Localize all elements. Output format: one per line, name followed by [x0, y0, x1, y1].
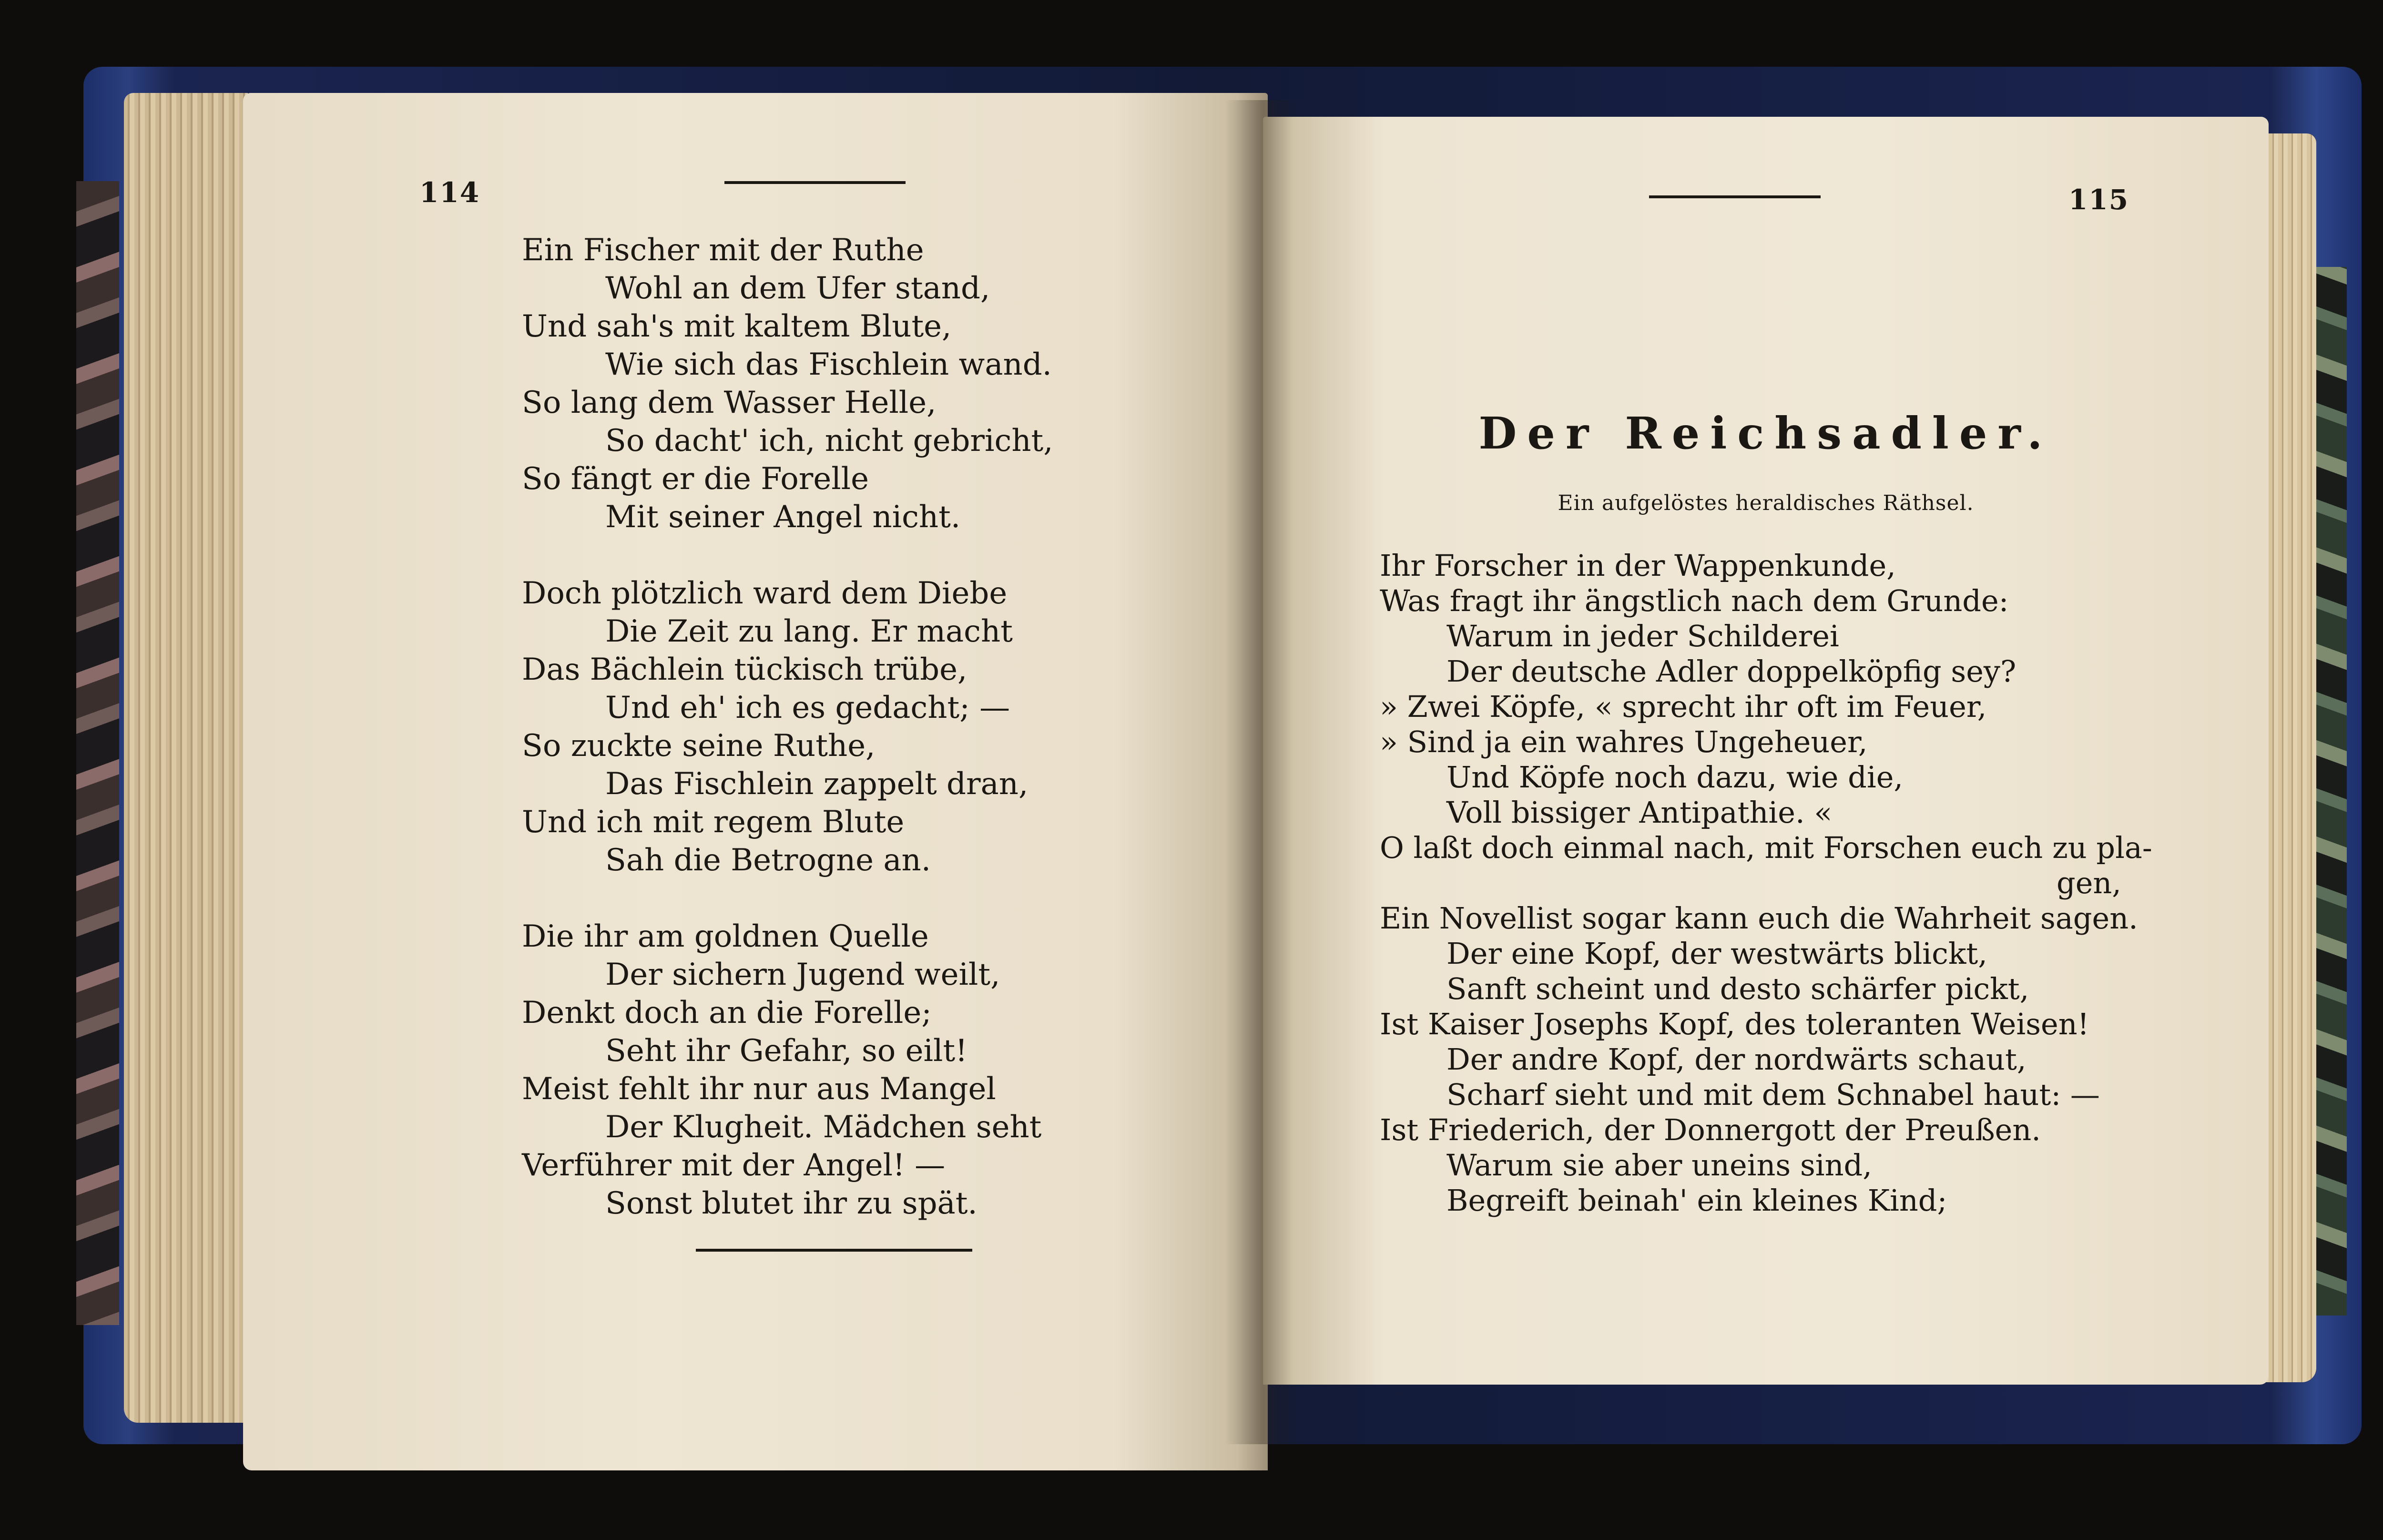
- verse-line: Und eh' ich es gedacht; —: [605, 690, 1010, 725]
- verse-line: Ihr Forscher in der Wappenkunde,: [1380, 548, 1896, 583]
- verse-line: Denkt doch an die Forelle;: [522, 995, 932, 1030]
- verse-line: Die ihr am goldnen Quelle: [522, 919, 929, 954]
- right-page: [1263, 117, 2269, 1385]
- verse-line: So lang dem Wasser Helle,: [522, 385, 937, 420]
- poem-title: Der Reichsadler.: [1478, 408, 2053, 459]
- verse-line: O laßt doch einmal nach, mit Forschen euch zu pla-: [1380, 830, 2152, 865]
- verse-line: Das Bächlein tückisch trübe,: [522, 652, 967, 687]
- verse-line: Die Zeit zu lang. Er macht: [605, 614, 1013, 649]
- verse-line: So zuckte seine Ruthe,: [522, 728, 876, 764]
- marbled-board-left: [76, 181, 119, 1325]
- verse-line: Ist Friederich, der Donnergott der Preußen.: [1380, 1112, 2041, 1147]
- left-header-rule: [724, 181, 906, 184]
- poem-subtitle: Ein aufgelöstes heraldisches Räthsel.: [1558, 491, 1974, 515]
- verse-line: » Sind ja ein wahres Ungeheuer,: [1380, 724, 1868, 759]
- left-end-rule: [696, 1249, 972, 1252]
- verse-line: Begreift beinah' ein kleines Kind;: [1446, 1183, 1947, 1218]
- verse-line: Voll bissiger Antipathie. «: [1446, 795, 1833, 830]
- verse-line: Und Köpfe noch dazu, wie die,: [1446, 760, 1904, 795]
- right-page-number: 115: [2068, 184, 2129, 216]
- verse-line: Verführer mit der Angel! —: [522, 1148, 946, 1183]
- verse-line: Sanft scheint und desto schärfer pickt,: [1446, 971, 2029, 1006]
- verse-line: Der Klugheit. Mädchen seht: [605, 1110, 1042, 1145]
- verse-line: Doch plötzlich ward dem Diebe: [522, 576, 1008, 611]
- verse-line: Seht ihr Gefahr, so eilt!: [605, 1033, 967, 1069]
- verse-line: Was fragt ihr ängstlich nach dem Grunde:: [1380, 583, 2009, 618]
- verse-line: Meist fehlt ihr nur aus Mangel: [522, 1071, 996, 1107]
- verse-line: gen,: [2057, 866, 2122, 900]
- left-page-number: 114: [419, 176, 480, 209]
- verse-line: Sah die Betrogne an.: [605, 843, 931, 878]
- verse-line: Scharf sieht und mit dem Schnabel haut: —: [1446, 1077, 2100, 1112]
- verse-line: Das Fischlein zappelt dran,: [605, 766, 1029, 802]
- verse-line: Wie sich das Fischlein wand.: [605, 347, 1052, 382]
- verse-line: Ist Kaiser Josephs Kopf, des toleranten Weisen!: [1380, 1007, 2089, 1041]
- right-header-rule: [1649, 195, 1821, 198]
- verse-line: Und sah's mit kaltem Blute,: [522, 309, 952, 344]
- verse-line: Warum in jeder Schilderei: [1446, 619, 1839, 653]
- verse-line: So fängt er die Forelle: [522, 461, 869, 497]
- verse-line: Und ich mit regem Blute: [522, 805, 905, 840]
- verse-line: Der andre Kopf, der nordwärts schaut,: [1446, 1042, 2027, 1077]
- verse-line: Sonst blutet ihr zu spät.: [605, 1186, 978, 1221]
- verse-line: Ein Fischer mit der Ruthe: [522, 233, 924, 268]
- verse-line: Ein Novellist sogar kann euch die Wahrheit sagen.: [1380, 901, 2138, 936]
- verse-line: Warum sie aber uneins sind,: [1446, 1148, 1872, 1183]
- verse-line: » Zwei Köpfe, « sprecht ihr oft im Feuer,: [1380, 689, 1987, 724]
- right-poem: [1380, 548, 2152, 1218]
- verse-line: Wohl an dem Ufer stand,: [605, 271, 990, 306]
- verse-line: Der deutsche Adler doppelköpfig sey?: [1446, 654, 2016, 689]
- verse-line: Der sichern Jugend weilt,: [605, 957, 1000, 992]
- page-edges-left: [124, 93, 248, 1423]
- verse-line: Mit seiner Angel nicht.: [605, 500, 961, 535]
- verse-line: Der eine Kopf, der westwärts blickt,: [1446, 936, 1988, 971]
- verse-line: So dacht' ich, nicht gebricht,: [605, 423, 1053, 459]
- left-poem: [522, 231, 1053, 1223]
- left-page: [243, 93, 1268, 1470]
